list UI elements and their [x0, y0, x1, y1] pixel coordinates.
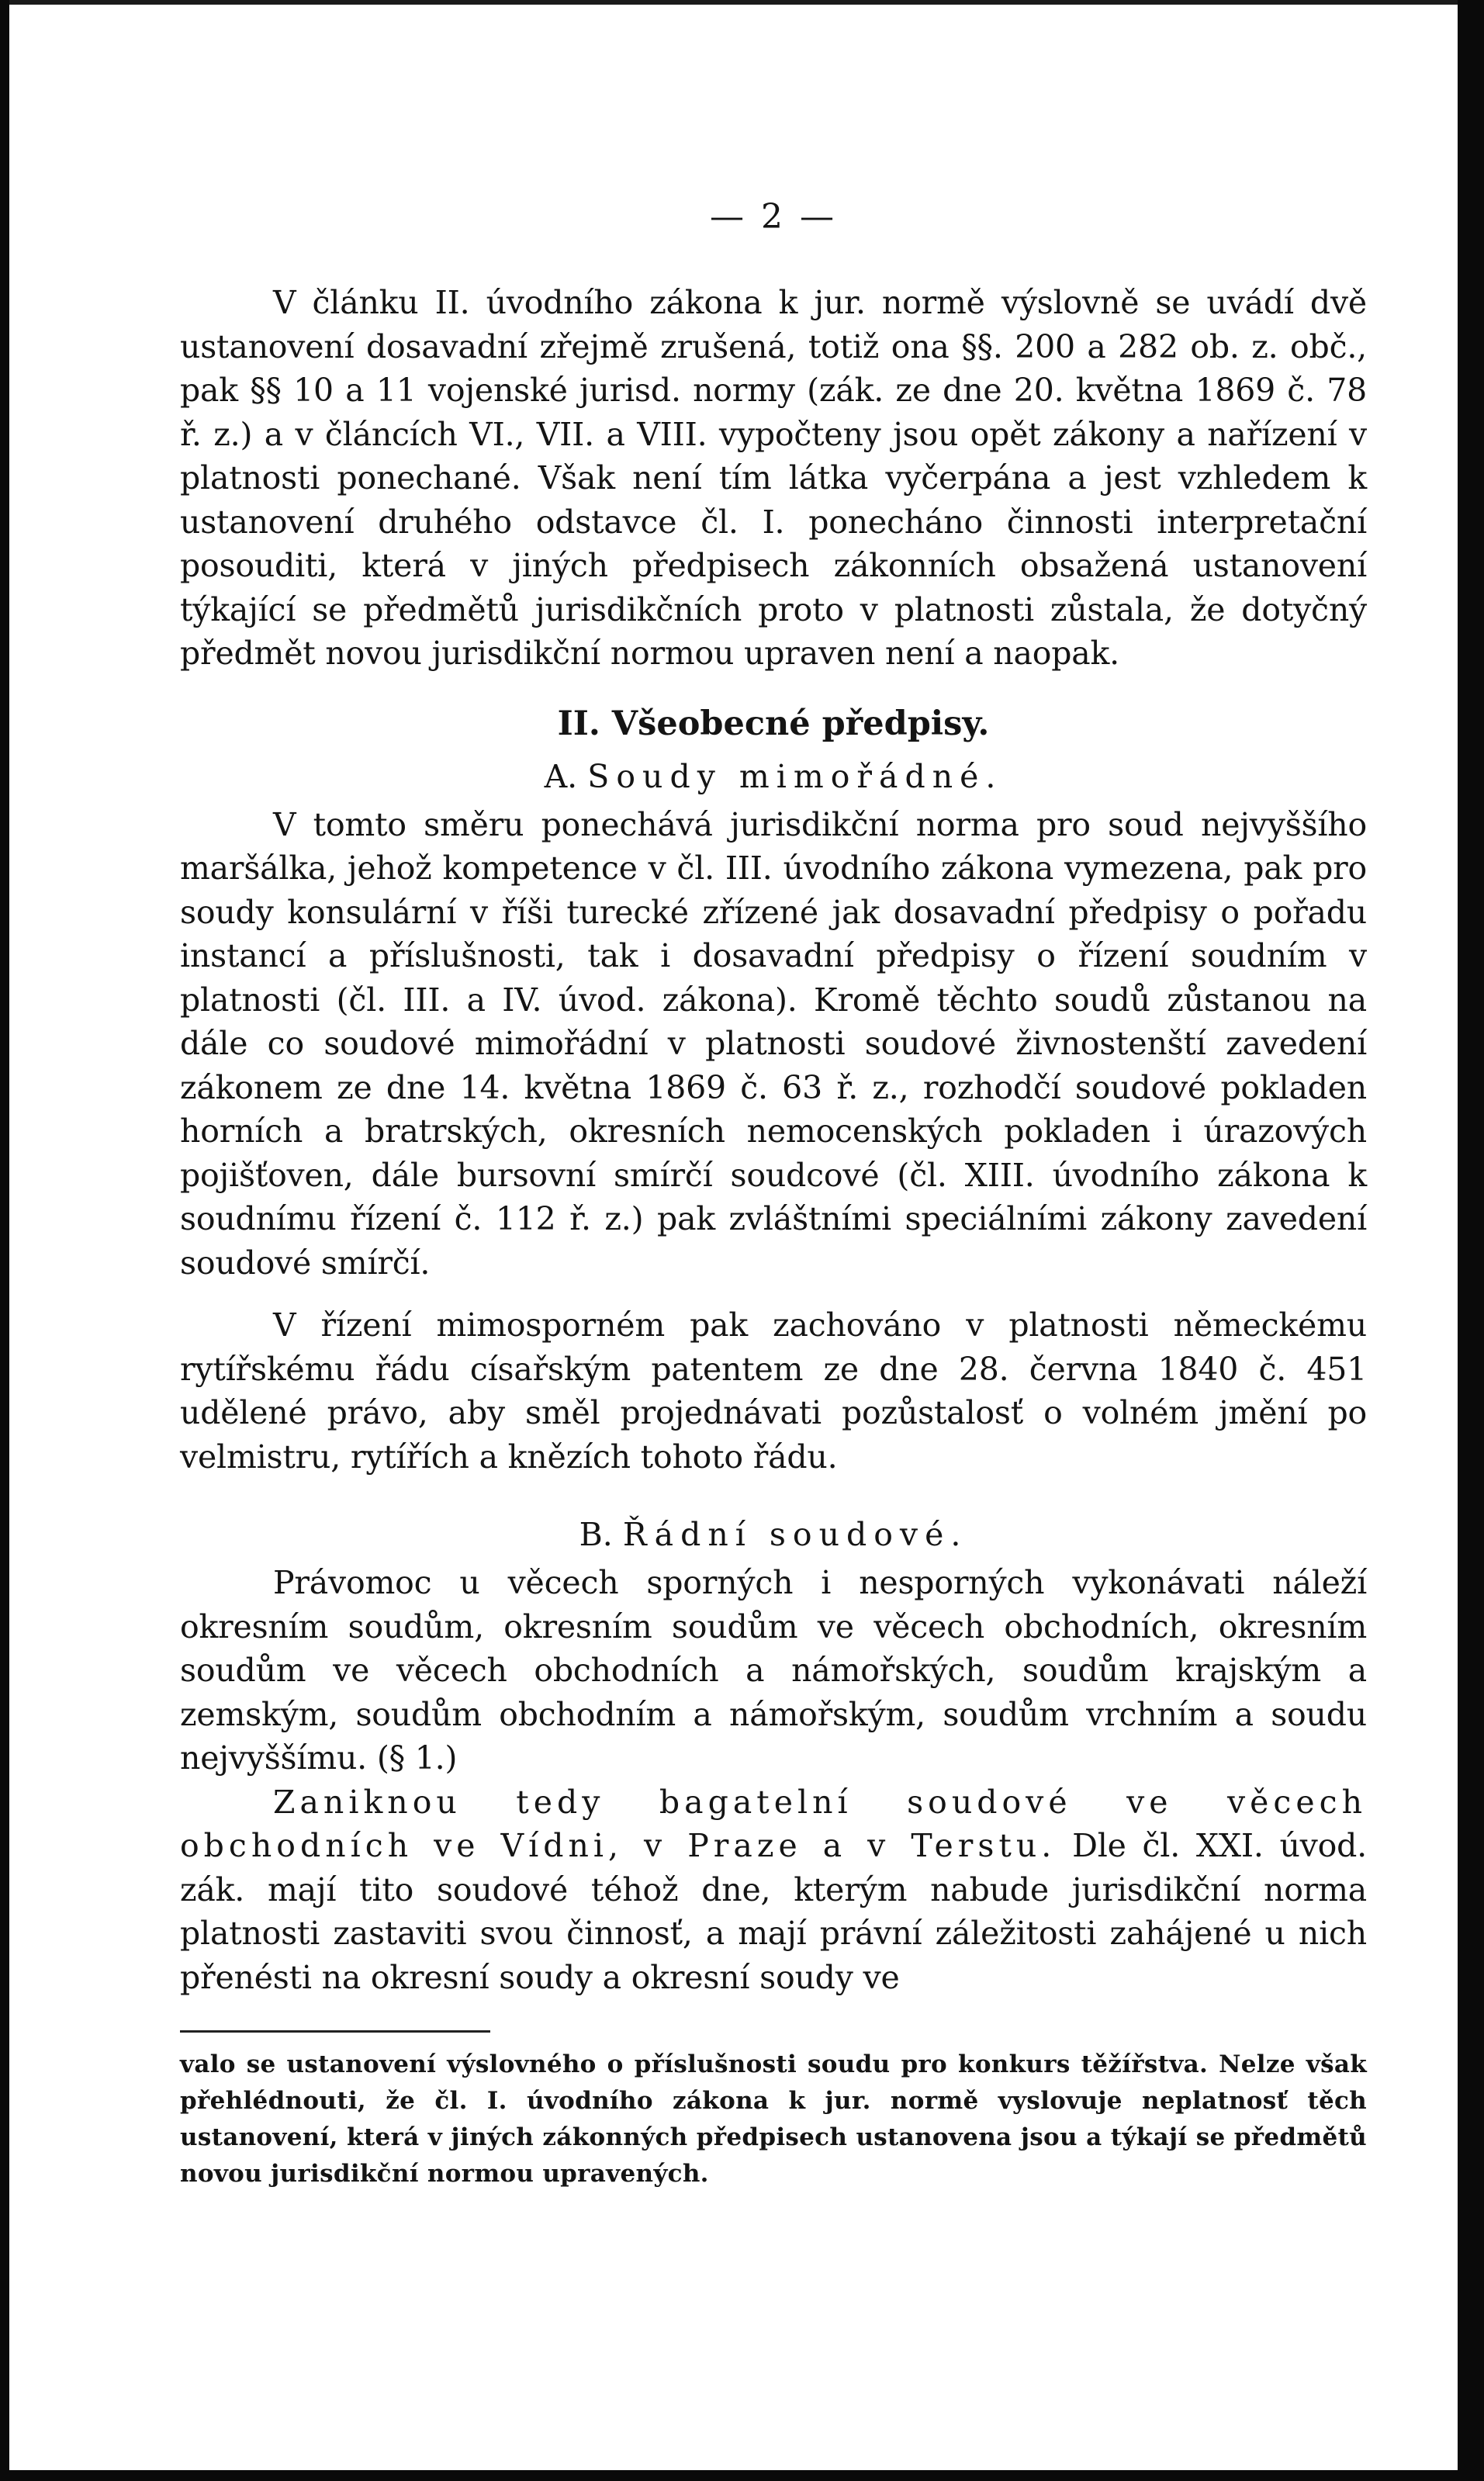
section-heading: II. Všeobecné předpisy.: [557, 704, 990, 743]
scan-edge-top: [0, 0, 1484, 5]
footnote: valo se ustanovení výslovného o příslušnosti soudu pro konkurs těžířstva. Nelze však přehlédnouti, že čl. I. úvodního zákona k jur. normě vyslovuje neplatnosť těch ustanovení, která v jiných zákonných předpisech ustanovena jsou a týkají se předmětů novou jurisdikční normou upravených.: [180, 2050, 1367, 2188]
page-number: — 2 —: [710, 197, 837, 237]
subsection-a-paragraph-1: V tomto směru ponechává jurisdikční norma pro soud nejvyššího maršálka, jehož kompetence v čl. III. úvodního zákona vymezena, pak pro soudy konsulární v říši turecké zřízené jak dosavadní předpisy o pořadu instancí a příslušnosti, tak i dosavadní předpisy o řízení soudním v platnosti (čl. III. a IV. úvod. zákona). Kromě těchto soudů zůstanou na dále co soudové mimořádní v platnosti soudové živnostenští zavedení zákonem ze dne 14. května 1869 č. 63 ř. z., rozhodčí soudové pokladen horních a bratrských, okresních nemocenských pokladen i úrazových pojišťoven, dále bursovní smírčí soudcové (čl. XIII. úvodního zákona k soudnímu řízení č. 112 ř. z.) pak zvláštními speciálními zákony zavedení soudové smírčí.: [180, 805, 1367, 1282]
scan-edge-bottom: [0, 2470, 1484, 2481]
subsection-b-heading: [180, 1511, 1367, 1558]
document-page: [180, 194, 1367, 2192]
subsection-b-paragraph-2-emphasis: Zaniknou tedy bagatelní soudové ve věcech obchodních ve Vídni, v Praze a v Terstu.: [180, 1783, 1367, 1864]
subsection-b-paragraph-1: Právomoc u věcech sporných i nesporných vykonávati náleží okresním soudům, okresním soudům ve věcech obchodních, okresním soudům ve věcech obchodních a námořských, soudům krajským a zemským, soudům obchodním a námořským, soudům vrchním a soudu nejvyššímu. (§ 1.): [180, 1564, 1367, 1777]
subsection-b-paragraph-2-rest: Dle čl. XXI. úvod. zák. mají tito soudové téhož dne, kterým nabude jurisdikční norma platnosti zastaviti svou činnosť, a mají právní záležitosti zahájené u nich přenésti na okresní soudy a okresní soudy ve: [180, 1827, 1367, 1996]
subsection-a-label: A.: [544, 757, 578, 795]
subsection-b-label: B.: [579, 1516, 613, 1553]
subsection-b-title: Řádní soudové.: [622, 1516, 968, 1553]
subsection-a-paragraph-2: V řízení mimosporném pak zachováno v platnosti německému rytířskému řádu císařským patentem ze dne 28. června 1840 č. 451 udělené právo, aby směl projednávati pozůstalosť o volném jmění po velmistru, rytířích a knězích tohoto řádu.: [180, 1306, 1367, 1476]
subsection-a-heading: [180, 753, 1367, 800]
footnote-divider: [180, 2030, 490, 2033]
intro-paragraph: V článku II. úvodního zákona k jur. normě výslovně se uvádí dvě ustanovení dosavadní zřejmě zrušená, totiž ona §§. 200 a 282 ob. z. obč., pak §§ 10 a 11 vojenské jurisd. normy (zák. ze dne 20. května 1869 č. 78 ř. z.) a v článcích VI., VII. a VIII. vypočteny jsou opět zákony a nařízení v platnosti ponechané. Však není tím látka vyčerpána a jest vzhledem k ustanovení druhého odstavce čl. I. ponecháno činnosti interpretační posouditi, která v jiných předpisech zákonních obsažená ustanovení týkající se předmětů jurisdikčních proto v platnosti zůstala, že dotyčný předmět novou jurisdikční normou upraven není a naopak.: [180, 284, 1367, 672]
scan-edge-right: [1458, 0, 1484, 2481]
subsection-b-paragraph-2: [180, 1780, 1367, 2000]
scan-edge-left: [0, 0, 9, 2481]
subsection-a-title: Soudy mimořádné.: [587, 757, 1003, 795]
